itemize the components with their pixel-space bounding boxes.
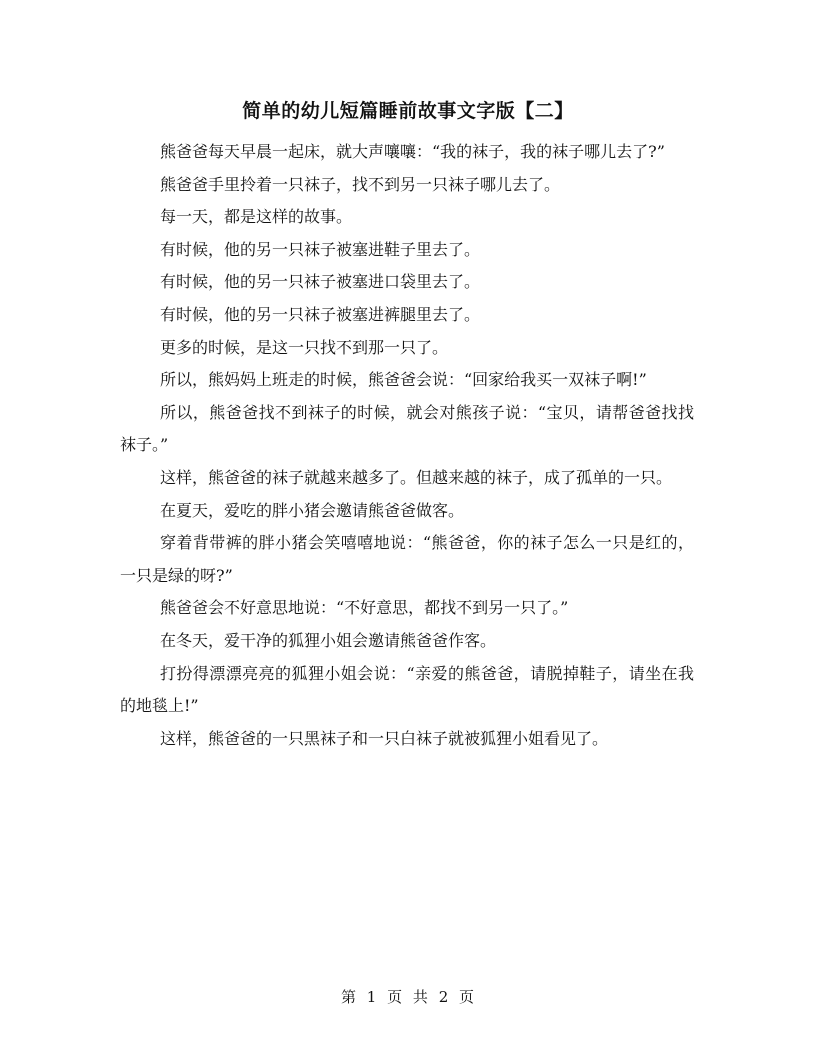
page-title: 简单的幼儿短篇睡前故事文字版【二】 xyxy=(242,100,574,122)
page-footer xyxy=(0,987,816,1007)
paragraph: 穿着背带裤的胖小猪会笑嘻嘻地说：“熊爸爸，你的袜子怎么一只是红的，一只是绿的呀?” xyxy=(120,533,694,585)
paragraph: 打扮得漂漂亮亮的狐狸小姐会说：“亲爱的熊爸爸，请脱掉鞋子，请坐在我的地毯上!” xyxy=(120,663,694,716)
paragraph: 有时候，他的另一只袜子被塞进鞋子里去了。 xyxy=(160,239,481,259)
total-suffix: 页 xyxy=(459,988,476,1006)
page-number: 1 xyxy=(366,988,378,1006)
paragraph: 在夏天，爱吃的胖小猪会邀请熊爸爸做客。 xyxy=(160,500,465,520)
paragraph: 有时候，他的另一只袜子被塞进口袋里去了。 xyxy=(160,272,481,292)
paragraph: 所以，熊妈妈上班走的时候，熊爸爸会说：“回家给我买一双袜子啊!” xyxy=(160,370,647,390)
paragraph: 在冬天，爱干净的狐狸小姐会邀请熊爸爸作客。 xyxy=(160,630,497,650)
paragraph: 熊爸爸会不好意思地说：“不好意思，都找不到另一只了。” xyxy=(160,598,569,618)
paragraph: 更多的时候，是这一只找不到那一只了。 xyxy=(160,337,449,357)
paragraph: 熊爸爸手里拎着一只袜子，找不到另一只袜子哪儿去了。 xyxy=(160,174,561,194)
paragraph: 每一天，都是这样的故事。 xyxy=(160,207,353,227)
total-prefix: 共 xyxy=(412,988,429,1006)
page-label-mid: 页 xyxy=(387,988,404,1006)
paragraph: 熊爸爸每天早晨一起床，就大声嚷嚷：“我的袜子，我的袜子哪儿去了?” xyxy=(160,142,665,161)
paragraph: 这样，熊爸爸的一只黑袜子和一只白袜子就被狐狸小姐看见了。 xyxy=(160,728,609,748)
page-label-prefix: 第 xyxy=(340,988,357,1006)
paragraph: 有时候，他的另一只袜子被塞进裤腿里去了。 xyxy=(160,304,481,324)
story-body xyxy=(120,136,694,755)
paragraph: 所以，熊爸爸找不到袜子的时候，就会对熊孩子说：“宝贝，请帮爸爸找找袜子。” xyxy=(120,402,694,455)
paragraph: 这样，熊爸爸的袜子就越来越多了。但越来越的袜子，成了孤单的一只。 xyxy=(160,467,673,487)
total-pages: 2 xyxy=(438,988,450,1006)
